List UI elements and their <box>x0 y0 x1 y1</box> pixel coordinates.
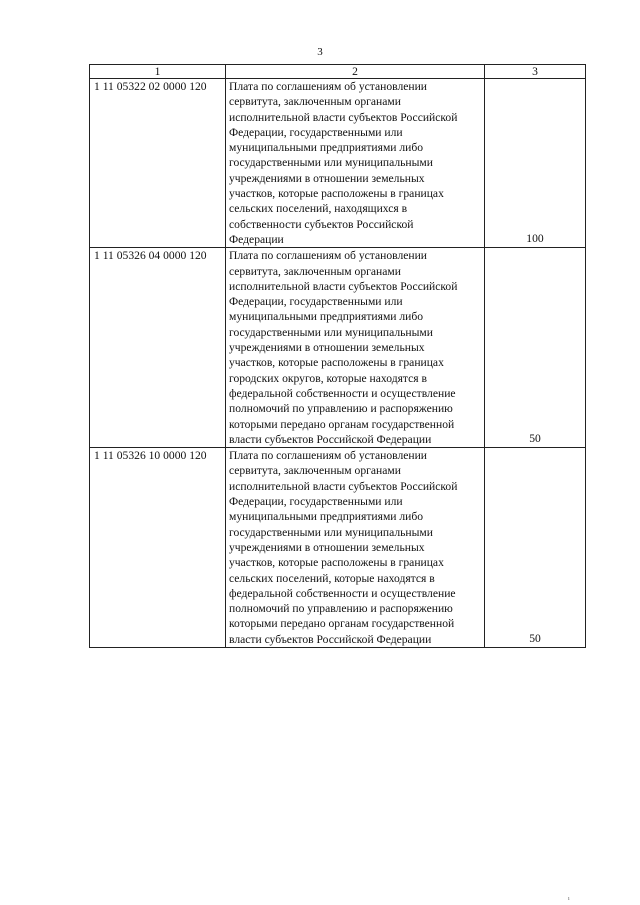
page-number: 3 <box>317 46 323 58</box>
budget-code-cell: 1 11 05326 10 0000 120 <box>90 448 226 648</box>
header-row <box>90 65 586 79</box>
description-cell: Плата по соглашениям об установлении сервитута, заключенным органами исполнительной власти субъектов Российской Федерации, государственными или муниципальными предприятиями либо государственными или муниципальными учреждениями в отношении земельных участков, которые расположены в границах городских округов, которые находятся в федеральной собственности и осуществление полномочий по управлению и распоряжению которыми передано органам государственной власти субъектов Российской Федерации <box>226 248 485 448</box>
table-row <box>90 79 586 248</box>
description-cell: Плата по соглашениям об установлении сервитута, заключенным органами исполнительной власти субъектов Российской Федерации, государственными или муниципальными предприятиями либо государственными или муниципальными учреждениями в отношении земельных участков, которые расположены в границах сельских поселений, находящихся в собственности субъектов Российской Федерации <box>226 79 485 248</box>
budget-code-cell: 1 11 05326 04 0000 120 <box>90 248 226 448</box>
column-header-2: 2 <box>226 65 485 79</box>
table-row <box>90 248 586 448</box>
column-header-3: 3 <box>485 65 586 79</box>
budget-table <box>89 64 586 648</box>
amount-cell: 50 <box>485 448 586 648</box>
column-header-1: 1 <box>90 65 226 79</box>
description-cell: Плата по соглашениям об установлении сервитута, заключенным органами исполнительной власти субъектов Российской Федерации, государственными или муниципальными предприятиями либо государственными или муниципальными учреждениями в отношении земельных участков, которые расположены в границах сельских поселений, которые находятся в федеральной собственности и осуществление полномочий по управлению и распоряжению которыми передано органам государственной власти субъектов Российской Федерации <box>226 448 485 648</box>
table-row <box>90 448 586 648</box>
budget-code-cell: 1 11 05322 02 0000 120 <box>90 79 226 248</box>
amount-cell: 50 <box>485 248 586 448</box>
scan-mark: ı <box>568 896 570 902</box>
amount-cell: 100 <box>485 79 586 248</box>
